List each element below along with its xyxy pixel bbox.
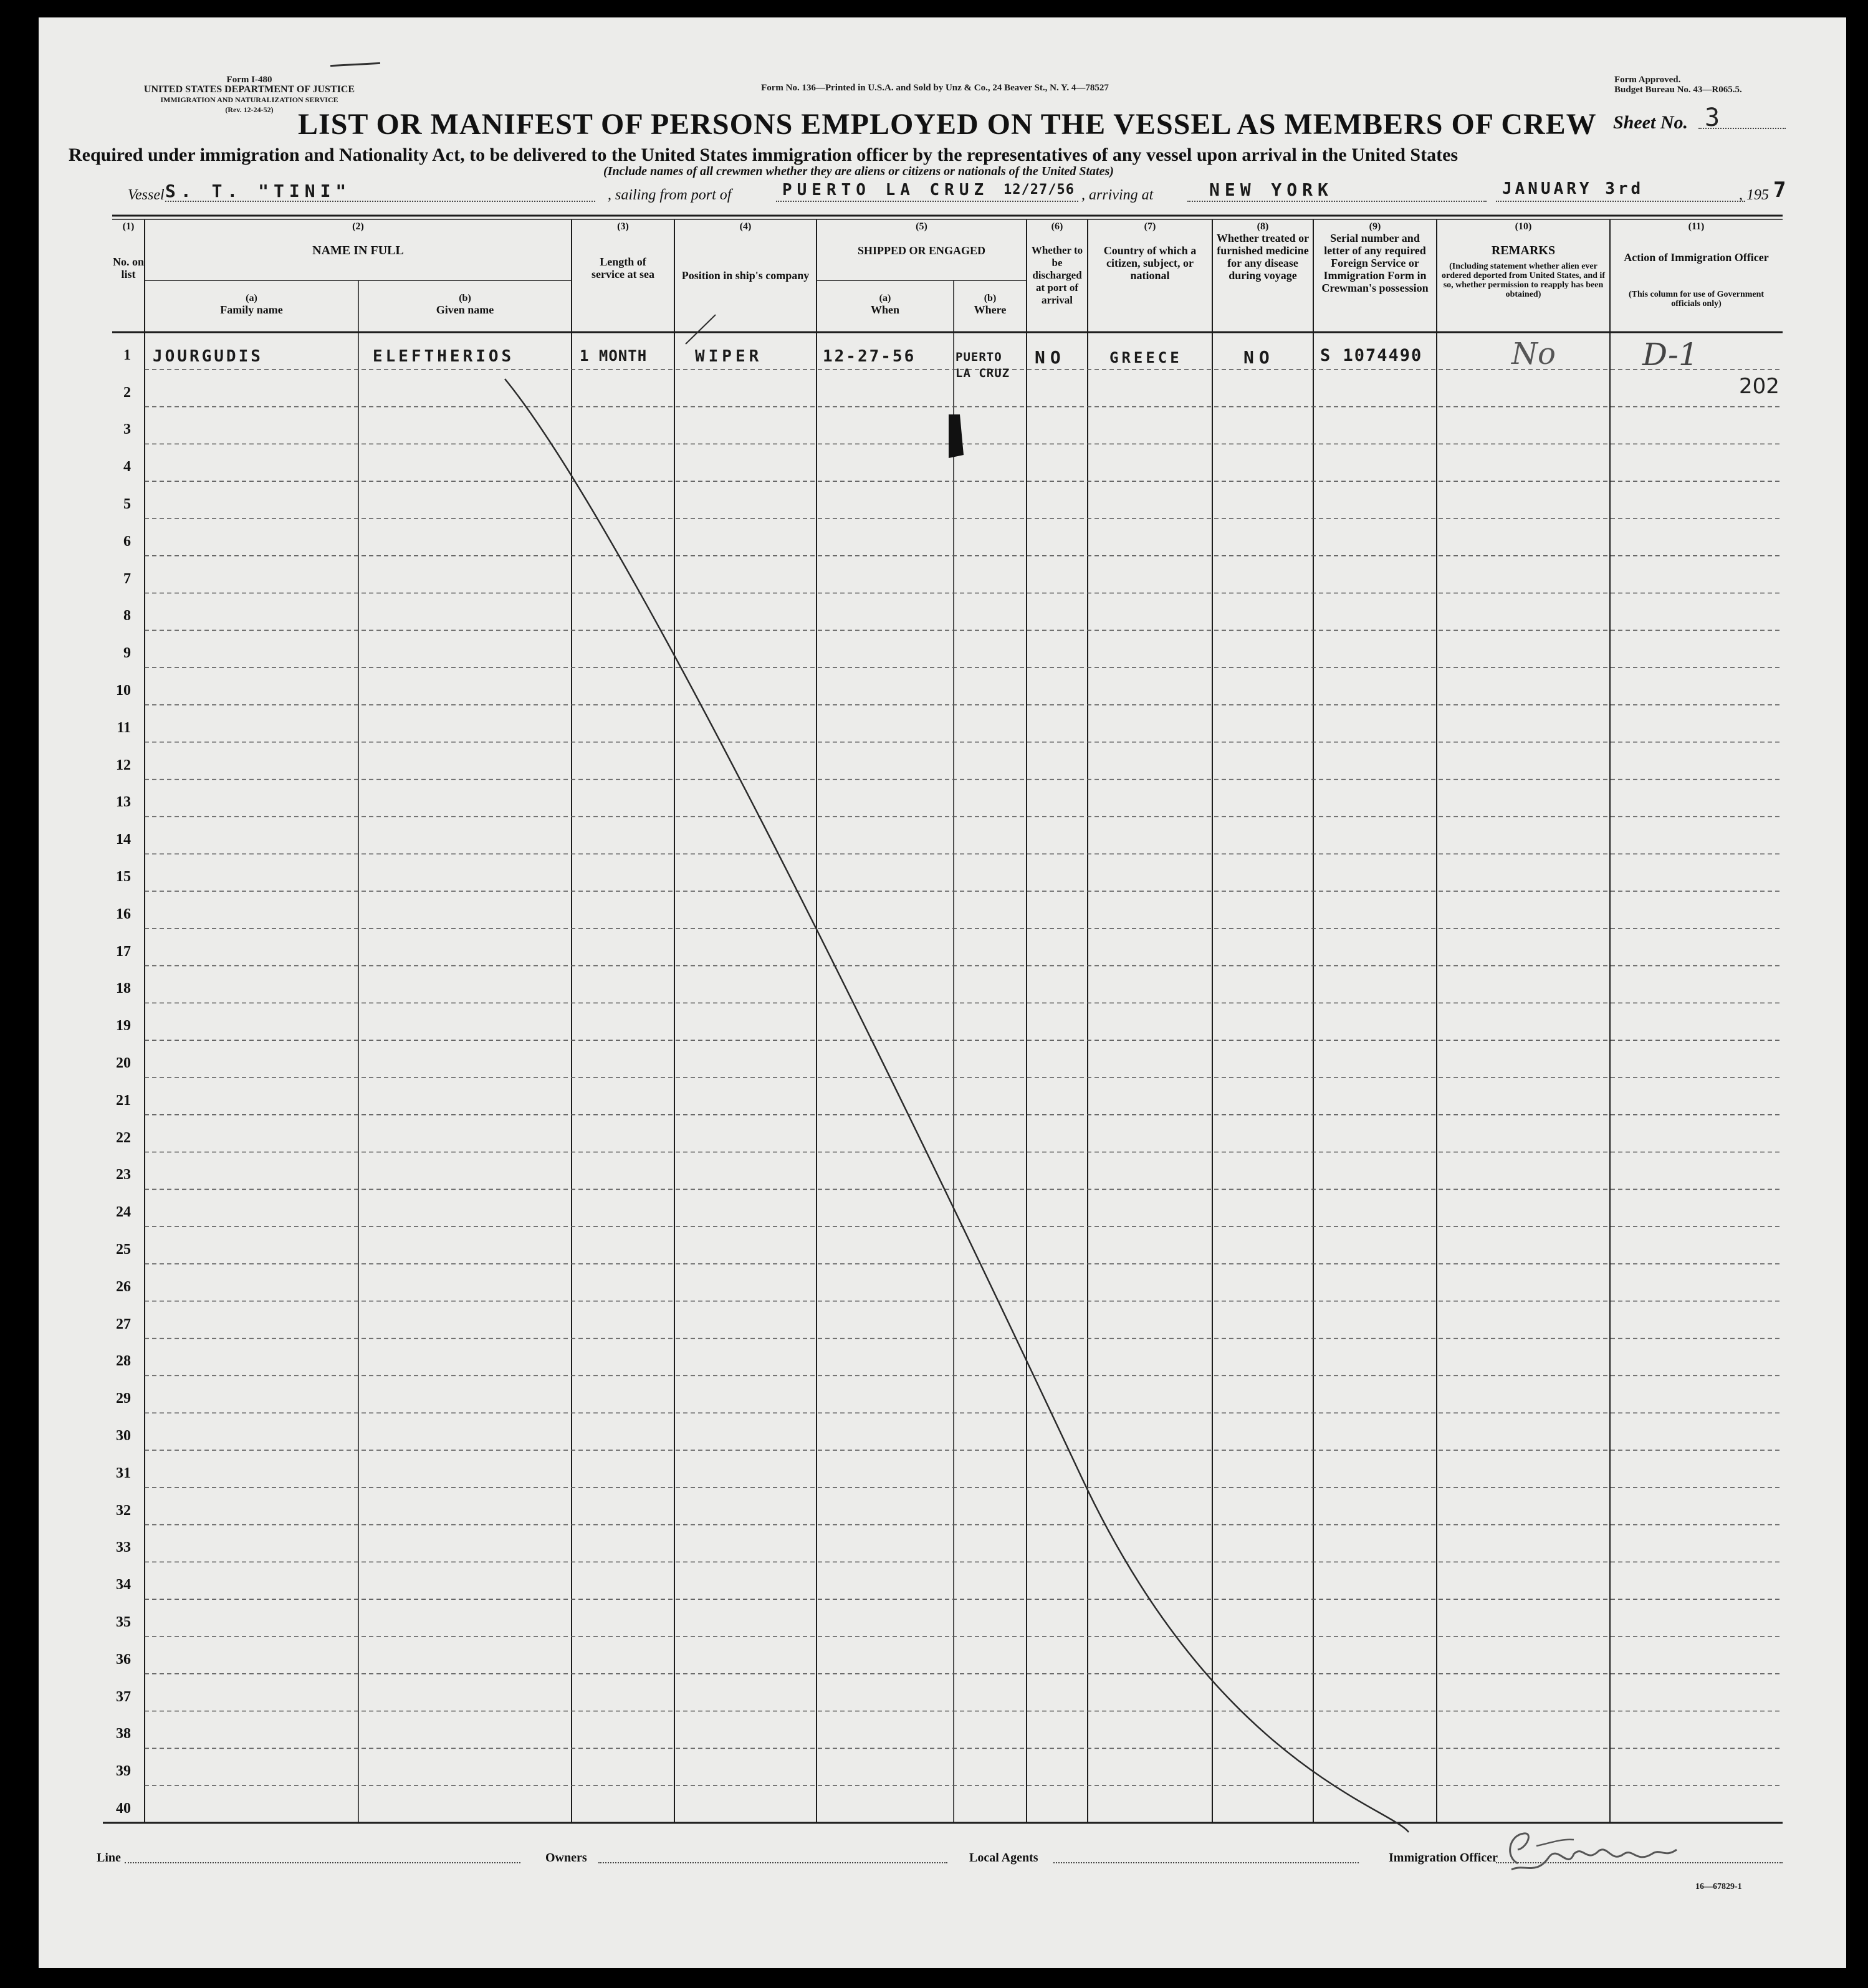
col11-header: Action of Immigration Officer xyxy=(1624,251,1769,264)
row-number: 14 xyxy=(116,831,131,848)
col3-number: (3) xyxy=(617,221,629,232)
row-number: 8 xyxy=(123,608,131,624)
row-number: 15 xyxy=(116,869,131,885)
row-number: 12 xyxy=(116,757,131,773)
page-title: LIST OR MANIFEST OF PERSONS EMPLOYED ON THE VESSEL AS MEMBERS OF CREW xyxy=(298,108,1597,141)
row-number: 31 xyxy=(116,1465,131,1481)
year-suffix: 7 xyxy=(1773,178,1786,203)
row-number: 36 xyxy=(116,1651,131,1668)
subtitle: Required under immigration and Nationality Act, to be delivered to the United States immigration officer by the representatives of any vessel upon arrival in the United States xyxy=(69,145,1458,165)
entry-remarks: No xyxy=(1511,337,1556,371)
printer-line: Form No. 136—Printed in U.S.A. and Sold by Unz & Co., 24 Beaver St., N. Y. 4—78527 xyxy=(761,83,1109,93)
arriving-label: , arriving at xyxy=(1081,187,1154,203)
row-number: 32 xyxy=(116,1502,131,1519)
department-name: UNITED STATES DEPARTMENT OF JUSTICE xyxy=(143,84,355,95)
entry-position: WIPER xyxy=(695,347,763,366)
col8-number: (8) xyxy=(1257,221,1269,232)
form-approved: Form Approved. xyxy=(1614,75,1681,85)
col2b-letter: (b) xyxy=(459,293,471,303)
row-number: 20 xyxy=(116,1055,131,1071)
col2b-header: Given name xyxy=(436,303,494,316)
sheet-number: 3 xyxy=(1705,103,1720,132)
row-number: 10 xyxy=(116,682,131,699)
row-number: 30 xyxy=(116,1428,131,1444)
year-prefix: , 195 xyxy=(1739,187,1769,203)
entry-given-name: ELEFTHERIOS xyxy=(373,347,515,366)
row-number: 33 xyxy=(116,1539,131,1556)
col2-number: (2) xyxy=(352,221,364,232)
col1-number: (1) xyxy=(122,221,135,232)
row-number: 3 xyxy=(123,421,131,438)
col5b-letter: (b) xyxy=(984,293,997,303)
col5-number: (5) xyxy=(916,221,927,232)
row-number: 37 xyxy=(116,1688,131,1705)
col5b-header: Where xyxy=(974,303,1007,316)
col10-note: (Including statement whether alien ever ordered deported from United States, and if so, whether permission to reapply has been obtained) xyxy=(1442,262,1605,299)
row-number: 18 xyxy=(116,980,131,997)
departure-port: PUERTO LA CRUZ xyxy=(782,181,989,199)
port-label: , sailing from port of xyxy=(608,187,732,203)
footer-agents-label: Local Agents xyxy=(969,1851,1038,1865)
form-id: Form I-480 xyxy=(226,75,272,85)
form-revision: (Rev. 12-24-52) xyxy=(225,105,274,114)
row-number: 4 xyxy=(123,459,131,475)
row-number: 23 xyxy=(116,1167,131,1183)
entry-family-name: JOURGUDIS xyxy=(153,347,263,366)
col2a-header: Family name xyxy=(220,303,283,316)
row-number: 13 xyxy=(116,794,131,811)
entry-country: GREECE xyxy=(1109,349,1182,366)
row-number: 11 xyxy=(117,719,131,736)
col5-header: SHIPPED OR ENGAGED xyxy=(857,244,986,257)
stamp-number: 202 xyxy=(1739,374,1779,399)
row-number: 26 xyxy=(116,1278,131,1295)
row-number: 34 xyxy=(116,1577,131,1594)
include-note: (Include names of all crewmen whether they are aliens or citizens or nationals of the United States) xyxy=(603,165,1114,178)
col11-number: (11) xyxy=(1688,221,1705,232)
col2-header: NAME IN FULL xyxy=(312,244,404,257)
row-number: 21 xyxy=(116,1092,131,1109)
footer-line-label: Line xyxy=(97,1851,121,1865)
col5a-letter: (a) xyxy=(879,293,891,303)
entry-discharged: NO xyxy=(1035,347,1066,368)
col10-number: (10) xyxy=(1515,221,1532,232)
arrival-date: JANUARY 3rd xyxy=(1502,179,1644,198)
pen-tick xyxy=(686,315,716,344)
form-code: 16—67829-1 xyxy=(1695,1882,1742,1891)
entry-treated: NO xyxy=(1243,347,1275,368)
row-number: 35 xyxy=(116,1614,131,1630)
officer-signature xyxy=(1499,1820,1686,1876)
entry-length-of-service: 1 MONTH xyxy=(580,347,648,365)
col2a-letter: (a) xyxy=(246,293,257,303)
col7-header: Country of which a citizen, subject, or national xyxy=(1103,244,1197,282)
col1-header: No. on list xyxy=(112,256,144,280)
row-number: 27 xyxy=(116,1316,131,1332)
col10-header: REMARKS xyxy=(1491,244,1556,257)
row-number: 25 xyxy=(116,1241,131,1258)
col5a-header: When xyxy=(870,303,899,316)
row-number: 9 xyxy=(123,645,131,662)
row-number: 2 xyxy=(123,384,131,401)
row-number: 28 xyxy=(116,1353,131,1370)
row-number: 19 xyxy=(116,1018,131,1035)
sailing-date: 12/27/56 xyxy=(1003,182,1075,198)
col11-note: (This column for use of Government officials only) xyxy=(1628,290,1765,308)
row-number: 5 xyxy=(123,496,131,512)
vessel-label: Vessel xyxy=(128,187,165,203)
arrival-port: NEW YORK xyxy=(1209,179,1333,200)
col7-number: (7) xyxy=(1144,221,1156,232)
col6-number: (6) xyxy=(1051,221,1063,232)
row-number: 40 xyxy=(116,1800,131,1817)
ink-blot xyxy=(949,414,964,458)
footer-officer-label: Immigration Officer xyxy=(1389,1851,1498,1865)
cancellation-stroke xyxy=(505,379,1409,1832)
service-name: IMMIGRATION AND NATURALIZATION SERVICE xyxy=(160,95,338,104)
budget-bureau: Budget Bureau No. 43—R065.5. xyxy=(1614,85,1742,95)
vessel-name: S. T. "TINI" xyxy=(165,181,352,201)
row-number: 24 xyxy=(116,1204,131,1221)
row-number: 6 xyxy=(123,533,131,550)
row-number: 7 xyxy=(123,570,131,587)
col9-header: Serial number and letter of any required Foreign Service or Immigration Form in Crewman's possession xyxy=(1321,232,1429,294)
row-number: 22 xyxy=(116,1129,131,1146)
entry-shipped-when: 12-27-56 xyxy=(823,347,916,366)
footer-owners-label: Owners xyxy=(545,1851,587,1865)
sheet-label: Sheet No. xyxy=(1613,112,1688,133)
row-number: 29 xyxy=(116,1390,131,1407)
col8-header: Whether treated or furnished medicine for any disease during voyage xyxy=(1216,232,1310,282)
entry-action: D-1 xyxy=(1642,337,1698,373)
row-number: 16 xyxy=(116,906,131,922)
col3-header: Length of service at sea xyxy=(592,256,654,280)
col4-number: (4) xyxy=(739,221,752,232)
col6-header: Whether to be discharged at port of arrival xyxy=(1031,244,1083,306)
col4-header: Position in ship's company xyxy=(681,269,810,282)
row-number: 1 xyxy=(123,346,131,363)
row-number: 39 xyxy=(116,1763,131,1780)
col9-number: (9) xyxy=(1369,221,1381,232)
row-number: 17 xyxy=(116,943,131,960)
row-number: 38 xyxy=(116,1726,131,1742)
entry-serial: S 1074490 xyxy=(1320,346,1423,365)
entry-shipped-where: PUERTO LA CRUZ xyxy=(956,350,1010,380)
